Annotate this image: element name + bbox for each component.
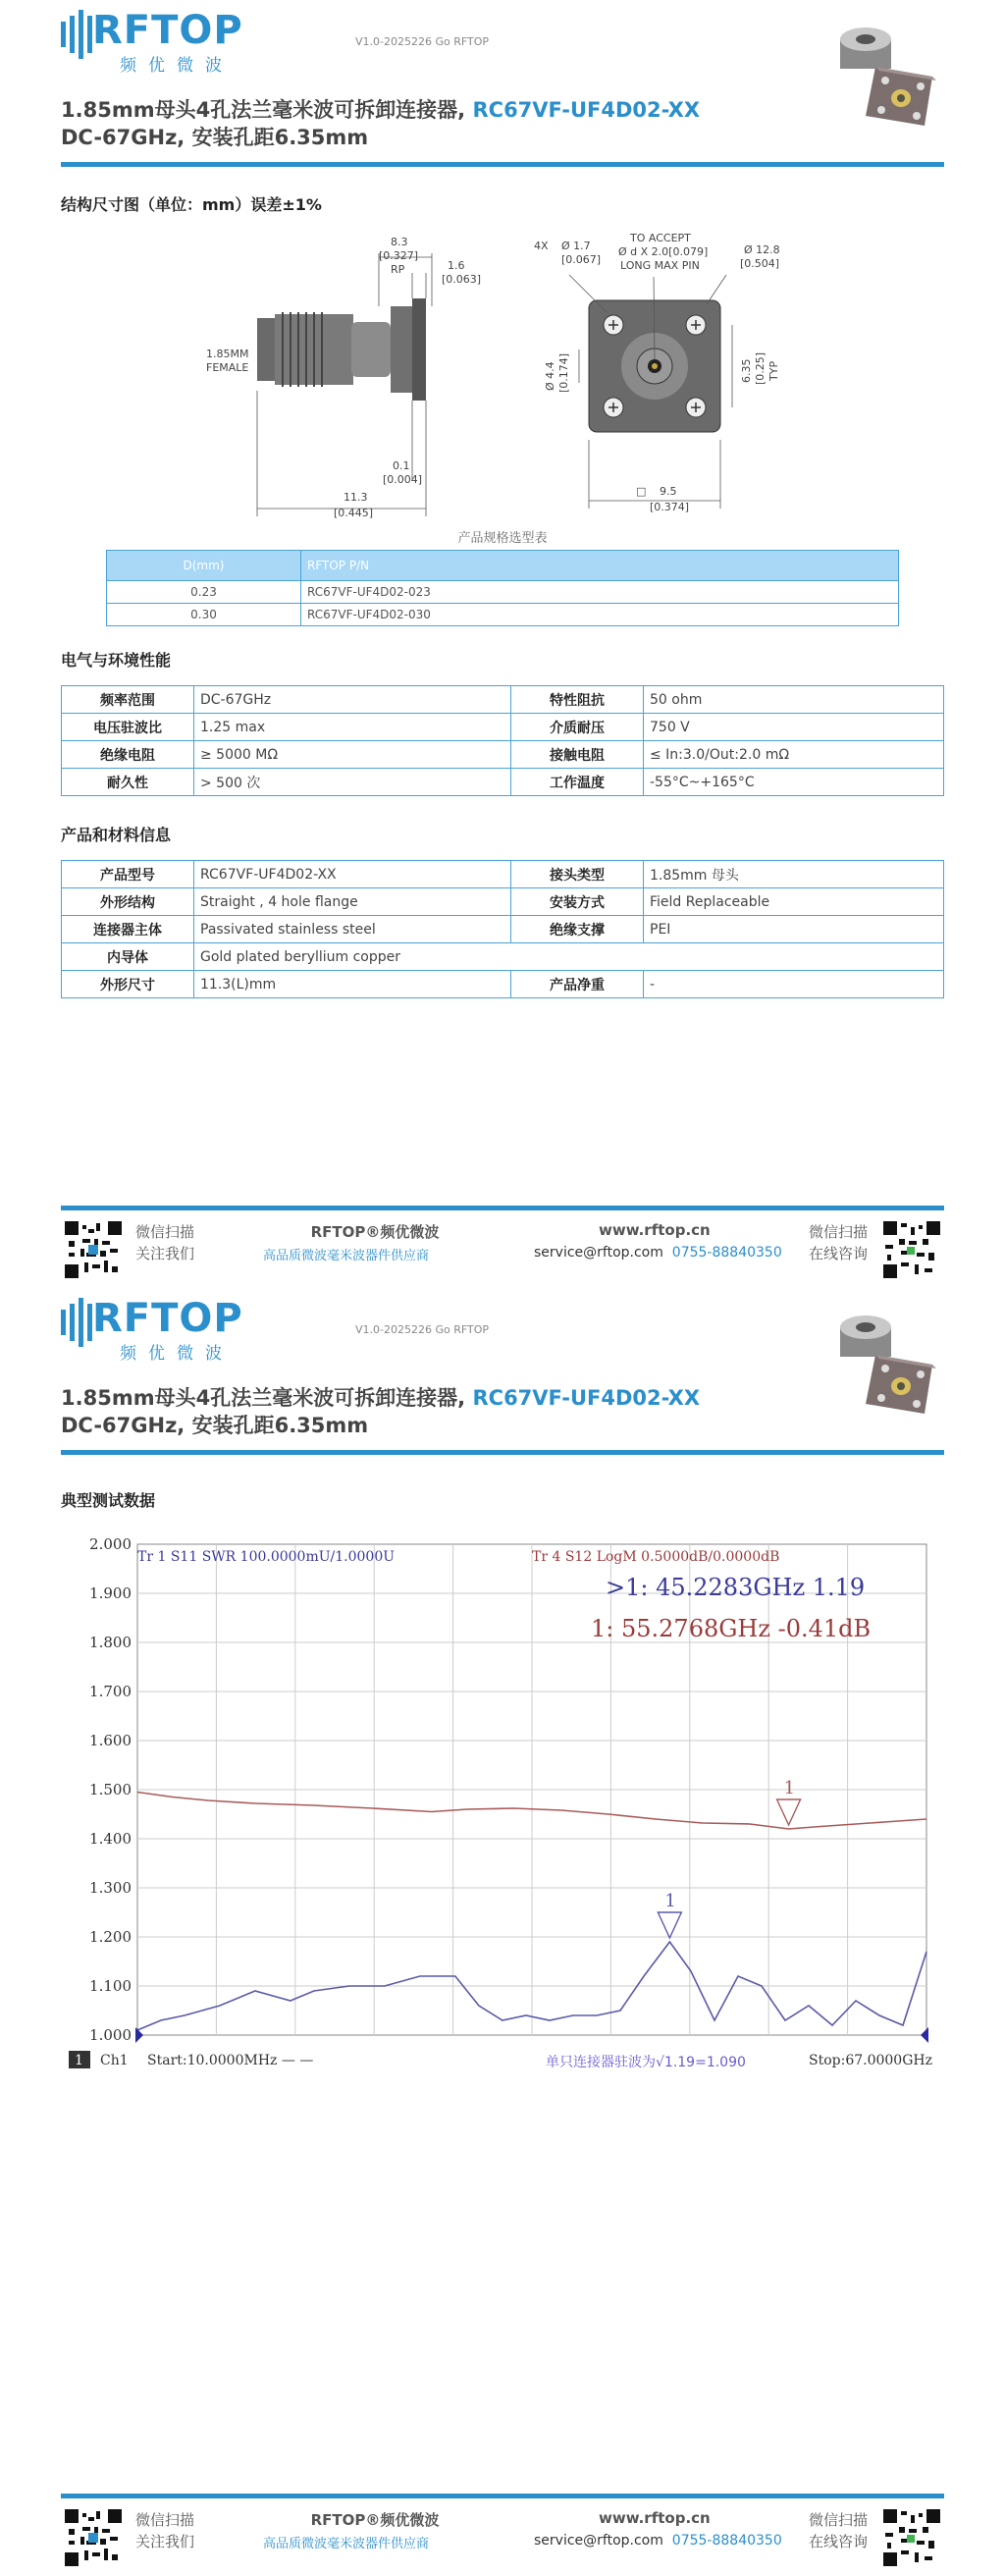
selection-caption: 产品规格选型表	[457, 531, 548, 546]
connector-front-view	[589, 300, 720, 432]
marker-label: 1	[783, 1778, 796, 1798]
y-tick-label: 1.400	[89, 1830, 132, 1848]
product-title: 1.85mm母头4孔法兰毫米波可拆卸连接器, RC67VF-UF4D02-XX	[61, 1386, 701, 1410]
table-row: 0.30 RC67VF-UF4D02-030	[107, 604, 899, 626]
dim-d2i: [0.063]	[442, 273, 482, 286]
table-row: 频率范围 DC-67GHz 特性阻抗 50 ohm	[62, 686, 944, 714]
dim-female2: FEMALE	[206, 361, 249, 374]
product-title: 1.85mm母头4孔法兰毫米波可拆卸连接器, RC67VF-UF4D02-XX	[61, 98, 701, 122]
marker2-readout: 1: 55.2768GHz -0.41dB	[591, 1615, 872, 1642]
version-text: V1.0-2025226 Go RFTOP	[355, 1323, 490, 1336]
table-row: 绝缘电阻 ≥ 5000 MΩ 接触电阻 ≤ In:3.0/Out:2.0 mΩ	[62, 741, 944, 769]
y-tick-labels	[89, 1536, 132, 2044]
accept-line3: LONG MAX PIN	[620, 259, 700, 272]
qr-code-icon	[65, 1221, 122, 1278]
connector-side-view	[257, 298, 426, 401]
qr-code-icon	[65, 2509, 122, 2566]
chart-note: 单只连接器驻波为√1.19=1.090	[546, 2055, 746, 2070]
footer-brand: RFTOP®频优微波	[310, 2511, 440, 2529]
footer-contact	[534, 1245, 782, 1261]
y-tick-label: 1.900	[89, 1584, 132, 1602]
dim-hole-di: [0.067]	[561, 253, 602, 266]
dim-d4i: [0.445]	[334, 507, 374, 518]
table-row: 外形结构 Straight , 4 hole flange 安装方式 Field Replaceable	[62, 888, 944, 916]
table-row: 0.23 RC67VF-UF4D02-023	[107, 581, 899, 604]
product-subtitle: DC-67GHz, 安装孔距6.35mm	[61, 1414, 369, 1437]
dim-d3: 0.1	[393, 459, 410, 472]
table-row: 产品型号 RC67VF-UF4D02-XX 接头类型 1.85mm 母头	[62, 861, 944, 888]
footer-phone[interactable]: 0755-88840350	[671, 1245, 782, 1261]
material-section-title: 产品和材料信息	[61, 826, 172, 844]
product-pn: RC67VF-UF4D02-XX	[472, 1386, 701, 1410]
marker1-readout: >1: 45.2283GHz 1.19	[606, 1574, 866, 1601]
product-image	[826, 20, 942, 128]
y-tick-label: 1.600	[89, 1732, 132, 1749]
footer-email[interactable]: service@rftop.com	[534, 2533, 663, 2549]
channel-label: Ch1	[100, 2053, 129, 2068]
version-text: V1.0-2025226 Go RFTOP	[355, 35, 490, 48]
material-table	[61, 860, 944, 998]
footer-brand-sub: 高品质微波毫米波器件供应商	[263, 1249, 430, 1263]
header-rule	[61, 162, 944, 167]
product-pn: RC67VF-UF4D02-XX	[472, 98, 701, 122]
x-start-label: Start:10.0000MHz — —	[147, 2053, 314, 2068]
dim-rp: RP	[391, 263, 405, 276]
dim-d1: 8.3	[391, 236, 408, 248]
logo-text: RFTOP	[92, 8, 243, 53]
footer	[61, 1206, 944, 1274]
table-row: 内导体 Gold plated beryllium copper	[62, 943, 944, 971]
table-row: 电压驻波比 1.25 max 介质耐压 750 V	[62, 714, 944, 741]
footer-website[interactable]: www.rftop.cn	[599, 2509, 711, 2527]
consult-text: 微信扫描 在线咨询	[809, 2511, 869, 2550]
test-data-chart	[61, 1536, 944, 2076]
dim-d5i: [0.504]	[740, 257, 780, 270]
dim-d8: 9.5	[660, 485, 677, 498]
y-tick-label: 1.200	[89, 1928, 132, 1946]
dim-d7i: [0.25]	[754, 351, 767, 385]
accept-line2: Ø d X 2.0[0.079]	[618, 245, 709, 258]
footer-brand: RFTOP®频优微波	[310, 1223, 440, 1241]
dim-holes: 4X	[534, 240, 549, 252]
logo-sub: 频优微波	[120, 1344, 234, 1364]
dim-d8i: [0.374]	[650, 501, 690, 513]
dim-d6: Ø 4.4	[544, 361, 556, 391]
product-subtitle: DC-67GHz, 安装孔距6.35mm	[61, 126, 369, 149]
y-tick-label: 1.800	[89, 1634, 132, 1651]
dim-d1i: [0.327]	[379, 249, 419, 262]
x-stop-label: Stop:67.0000GHz	[809, 2053, 932, 2068]
footer-website[interactable]: www.rftop.cn	[599, 1221, 711, 1239]
y-tick-label: 1.700	[89, 1683, 132, 1700]
dimension-drawing	[177, 224, 824, 518]
table-row: 耐久性 > 500 次 工作温度 -55°C~+165°C	[62, 769, 944, 796]
channel-number: 1	[75, 2053, 83, 2068]
marker-label: 1	[664, 1891, 676, 1911]
consult-text: 微信扫描 在线咨询	[809, 1223, 869, 1262]
header-rule	[61, 1450, 944, 1455]
table-row: 连接器主体 Passivated stainless steel 绝缘支撑 PEI	[62, 916, 944, 943]
test-section-title: 典型测试数据	[61, 1491, 156, 1510]
dim-d2: 1.6	[448, 259, 465, 272]
follow-us-text: 微信扫描 关注我们	[135, 2511, 195, 2550]
y-tick-label: 2.000	[89, 1536, 132, 1553]
follow-us-text: 微信扫描 关注我们	[135, 1223, 195, 1262]
dim-female: 1.85MM	[206, 348, 249, 360]
col-d: D(mm)	[107, 551, 301, 581]
drawing-section-title: 结构尺寸图（单位：mm）误差±1%	[61, 195, 322, 214]
dim-d7: 6.35	[740, 358, 753, 383]
trace1-label: Tr 1 S11 SWR 100.0000mU/1.0000U	[137, 1549, 396, 1565]
dim-d3i: [0.004]	[383, 473, 423, 486]
footer-phone[interactable]: 0755-88840350	[671, 2533, 782, 2549]
electrical-table	[61, 685, 944, 796]
col-pn: RFTOP P/N	[301, 551, 899, 581]
dim-d4: 11.3	[344, 491, 368, 504]
dim-d6i: [0.174]	[557, 352, 570, 393]
y-tick-label: 1.100	[89, 1977, 132, 1995]
dim-typ: TYP	[767, 360, 780, 381]
dim-hole-d: Ø 1.7	[561, 240, 591, 252]
dim-d5: Ø 12.8	[744, 243, 780, 256]
product-image	[826, 1308, 942, 1416]
trace2-label: Tr 4 S12 LogM 0.5000dB/0.0000dB	[532, 1549, 780, 1565]
qr-code-icon	[883, 1221, 940, 1278]
qr-code-icon	[883, 2509, 940, 2566]
electrical-section-title: 电气与环境性能	[61, 651, 172, 670]
footer-brand-sub: 高品质微波毫米波器件供应商	[263, 2537, 430, 2551]
footer	[61, 2494, 944, 2562]
logo-sub: 频优微波	[120, 56, 234, 76]
table-row: 外形尺寸 11.3(L)mm 产品净重 -	[62, 971, 944, 998]
accept-line1: TO ACCEPT	[630, 232, 691, 244]
y-tick-label: 1.500	[89, 1781, 132, 1798]
selection-table	[106, 550, 899, 626]
footer-contact	[534, 2533, 782, 2549]
table-header-row	[107, 551, 899, 581]
dim-sq: □	[636, 485, 647, 498]
logo-text: RFTOP	[92, 1296, 243, 1341]
footer-email[interactable]: service@rftop.com	[534, 1245, 663, 1261]
y-tick-label: 1.000	[89, 2026, 132, 2044]
y-tick-label: 1.300	[89, 1879, 132, 1897]
